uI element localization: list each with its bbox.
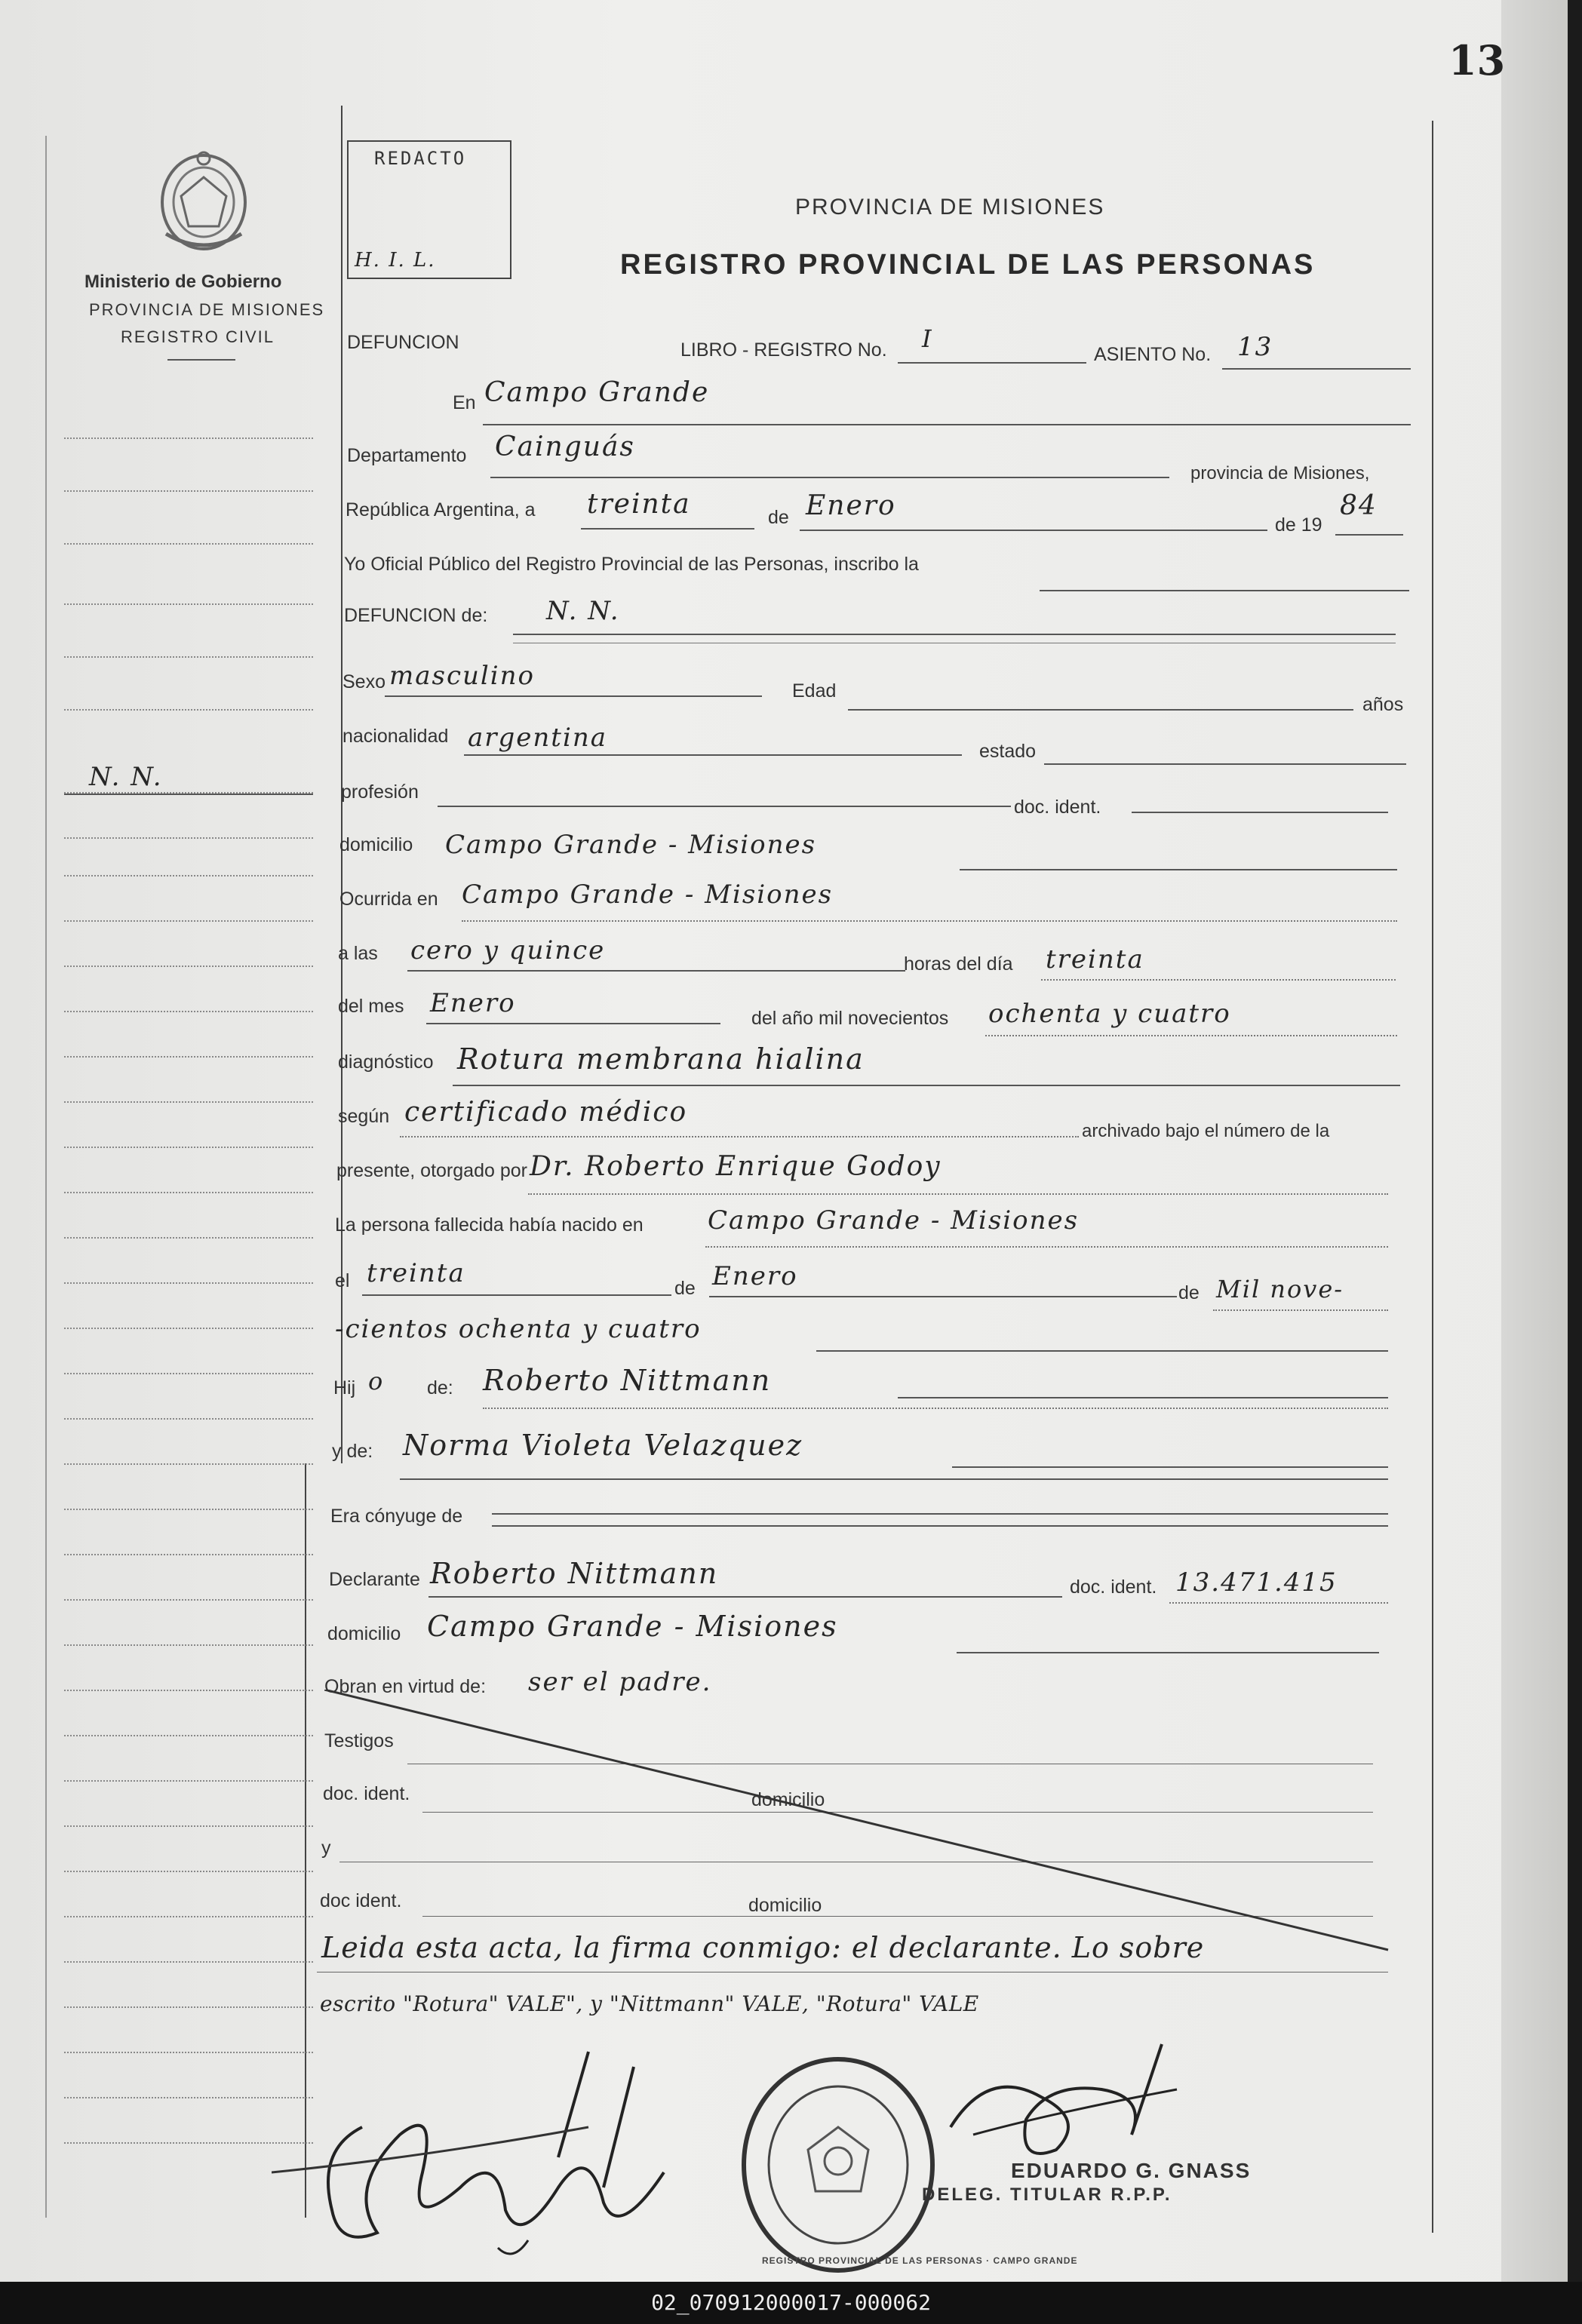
t2-doc-label: doc ident.	[320, 1890, 402, 1911]
estado-line	[1044, 763, 1406, 765]
margin-line	[64, 1011, 313, 1012]
margin-line	[64, 656, 313, 658]
horas-line	[407, 970, 905, 972]
edad-line	[848, 709, 1353, 711]
margin-line	[64, 875, 313, 876]
margin-line	[64, 1373, 313, 1374]
segun-value: certificado médico	[404, 1097, 688, 1128]
padre-line	[898, 1397, 1388, 1398]
el-label: el	[335, 1270, 350, 1291]
madre-value: Norma Violeta Velazquez	[403, 1429, 803, 1462]
anio-line	[1335, 534, 1403, 536]
coat-of-arms-icon	[151, 143, 256, 256]
horas-value: cero y quince	[410, 935, 606, 966]
conyuge-line-2	[492, 1525, 1388, 1527]
margin-note: N. N.	[89, 762, 163, 792]
nacido-label: La persona fallecida había nacido en	[335, 1214, 644, 1236]
nac-anio-line	[1213, 1309, 1388, 1311]
ministry-underline	[167, 359, 235, 361]
sexo-value: masculino	[389, 661, 536, 691]
margin-line	[64, 1192, 313, 1193]
dia2-line	[1041, 979, 1396, 981]
de-label: de	[768, 507, 789, 528]
declarante-value: Roberto Nittmann	[430, 1557, 719, 1590]
decl-dom-line	[957, 1652, 1379, 1653]
en-value: Campo Grande	[484, 377, 710, 408]
diagnostico-label: diagnóstico	[338, 1051, 434, 1073]
diagnostico-value: Rotura membrana hialina	[457, 1042, 865, 1076]
conyuge-label: Era cónyuge de	[330, 1506, 463, 1527]
en-line	[483, 424, 1411, 425]
margin-line	[64, 1871, 313, 1872]
doc-ident-label: doc. ident.	[1014, 797, 1101, 818]
estado-label: estado	[979, 741, 1037, 762]
conyuge-line	[492, 1513, 1388, 1515]
record-type-label: DEFUNCION	[347, 332, 459, 353]
hijo-label: Hij	[333, 1377, 356, 1398]
en-label: En	[453, 392, 476, 413]
yde-label: y de:	[332, 1441, 373, 1462]
margin-line	[64, 1237, 313, 1239]
testigos-label: Testigos	[324, 1730, 394, 1751]
page-number: 13	[1448, 36, 1506, 84]
defuncion-de-value: N. N.	[546, 596, 620, 626]
margin-line	[64, 920, 313, 922]
diagnostico-line	[453, 1085, 1400, 1086]
padre-value: Roberto Nittmann	[483, 1364, 772, 1397]
hijo-de-label: de:	[427, 1377, 453, 1398]
domicilio-value: Campo Grande - Misiones	[445, 830, 817, 860]
declarante-line	[429, 1596, 1062, 1598]
anio2-line	[985, 1035, 1397, 1036]
departamento-line	[490, 477, 1169, 478]
decl-dom-label: domicilio	[327, 1623, 401, 1644]
margin-line	[64, 1509, 313, 1510]
nac-anio-cont: -cientos ochenta y cuatro	[335, 1314, 702, 1344]
margin-line	[64, 437, 313, 439]
signatory-title: DELEG. TITULAR R.P.P.	[922, 2184, 1172, 2205]
defuncion-de-line	[513, 634, 1396, 635]
presente-value: Dr. Roberto Enrique Godoy	[530, 1151, 942, 1182]
cancel-diagonal	[324, 1690, 1396, 1961]
dia2-value: treinta	[1046, 944, 1144, 975]
signature-left-icon	[272, 2037, 754, 2278]
decl-doc-value: 13.471.415	[1175, 1567, 1338, 1598]
profesion-label: profesión	[341, 781, 419, 803]
seal-text: REGISTRO PROVINCIAL DE LAS PERSONAS · CAMPO GRANDE	[762, 2255, 1078, 2266]
republica-label: República Argentina, a	[346, 499, 536, 520]
hijo-suffix: o	[368, 1367, 385, 1395]
margin-line	[64, 1961, 313, 1963]
asiento-line	[1222, 368, 1411, 370]
nacido-line	[705, 1246, 1388, 1248]
asiento-label: ASIENTO No.	[1094, 344, 1212, 365]
ministry-dept: REGISTRO CIVIL	[121, 327, 275, 346]
ministry-province: PROVINCIA DE MISIONES	[89, 300, 325, 319]
margin-line	[64, 1735, 313, 1736]
margin-line	[64, 490, 313, 492]
obran-label: Obran en virtud de:	[324, 1676, 487, 1697]
nacionalidad-label: nacionalidad	[343, 726, 449, 747]
t2-dom-label: domicilio	[748, 1895, 822, 1916]
ocurrida-label: Ocurrida en	[339, 889, 438, 910]
domicilio-line	[960, 869, 1397, 870]
decl-dom-value: Campo Grande - Misiones	[427, 1610, 838, 1643]
oficial-text: Yo Oficial Público del Registro Provincial de las Personas, inscribo la	[344, 554, 919, 575]
nacionalidad-line	[464, 754, 962, 756]
margin-left-rule	[45, 136, 47, 2218]
margin-line	[64, 709, 313, 711]
nac-dia-value: treinta	[367, 1258, 465, 1288]
anio2-label: del año mil novecientos	[751, 1008, 949, 1029]
nacido-value: Campo Grande - Misiones	[708, 1205, 1080, 1236]
alas-label: a las	[338, 943, 378, 964]
ministry-name: Ministerio de Gobierno	[84, 272, 282, 292]
margin-line	[64, 1780, 313, 1782]
departamento-label: Departamento	[347, 445, 467, 466]
madre-line-2	[400, 1478, 1388, 1480]
oficial-line	[1040, 590, 1409, 591]
margin-line	[64, 2006, 313, 2008]
margin-line	[64, 1690, 313, 1691]
provincia-label: provincia de Misiones,	[1190, 463, 1370, 484]
anio2-value: ochenta y cuatro	[988, 999, 1231, 1029]
official-seal-icon	[736, 2052, 940, 2278]
nac-mes-value: Enero	[712, 1261, 798, 1291]
sexo-line	[385, 695, 762, 697]
header-province: PROVINCIA DE MISIONES	[795, 195, 1105, 220]
margin-line	[64, 1554, 313, 1555]
doc-ident-line	[1132, 812, 1388, 813]
edad-label: Edad	[792, 680, 837, 701]
nac-dia-line	[362, 1294, 671, 1296]
margin-line	[64, 1056, 313, 1058]
margin-line	[64, 1599, 313, 1601]
mes-line	[800, 530, 1267, 531]
nac-anio-cont-line	[816, 1350, 1388, 1352]
margin-line	[64, 603, 313, 605]
profesion-line	[438, 806, 1011, 807]
anios-label: años	[1362, 694, 1404, 715]
margin-line	[64, 1147, 313, 1148]
margin-line	[64, 1463, 313, 1465]
page-edge	[1501, 0, 1568, 2282]
mes-value: Enero	[806, 490, 896, 521]
segun-label: según	[338, 1106, 390, 1127]
form-right-rule	[1432, 121, 1433, 2233]
margin-line	[64, 1101, 313, 1103]
margin-line	[64, 543, 313, 545]
t-dom-label: domicilio	[751, 1789, 825, 1810]
domicilio-label: domicilio	[339, 834, 413, 855]
footer-id: 02_070912000017-000062	[0, 2282, 1582, 2324]
y-label: y	[321, 1837, 331, 1859]
archivado-label: archivado bajo el número de la	[1082, 1121, 1330, 1141]
mes2-line	[426, 1023, 720, 1024]
obran-value: ser el padre.	[528, 1667, 712, 1697]
redacto-initials: H. I. L.	[355, 249, 436, 272]
nac-anio-value: Mil nove-	[1216, 1275, 1344, 1303]
margin-line	[64, 837, 313, 839]
departamento-value: Cainguás	[495, 431, 635, 462]
dia-line	[581, 528, 754, 530]
asiento-value: 13	[1237, 332, 1273, 362]
delmes-label: del mes	[338, 996, 404, 1017]
margin-line	[64, 966, 313, 967]
decl-doc-label: doc. ident.	[1070, 1576, 1157, 1598]
nacionalidad-value: argentina	[468, 723, 608, 753]
margin-line	[64, 1282, 313, 1284]
signature-right-icon	[905, 2037, 1222, 2172]
ocurrida-value: Campo Grande - Misiones	[462, 880, 834, 910]
padre-line-2	[483, 1408, 1388, 1409]
margin-line	[64, 1644, 313, 1646]
mes2-value: Enero	[430, 988, 516, 1018]
libro-value: I	[922, 324, 933, 353]
nac-de2-label: de	[1178, 1282, 1200, 1303]
header-registry: REGISTRO PROVINCIAL DE LAS PERSONAS	[620, 249, 1316, 281]
margin-note-underline	[64, 794, 313, 795]
closing-line-2: escrito "Rotura" VALE", y "Nittmann" VALE, "Rotura" VALE	[320, 1991, 979, 2016]
anio-value: 84	[1340, 490, 1378, 521]
ocurrida-line	[462, 920, 1397, 922]
margin-line	[64, 1418, 313, 1420]
declarante-label: Declarante	[329, 1569, 420, 1590]
presente-line	[528, 1193, 1388, 1195]
sexo-label: Sexo	[343, 671, 386, 692]
segun-line	[400, 1136, 1079, 1137]
t-doc-label: doc. ident.	[323, 1783, 410, 1804]
margin-line	[64, 1328, 313, 1329]
signatory-name: EDUARDO G. GNASS	[1011, 2159, 1252, 2182]
margin-line	[64, 1825, 313, 1827]
defuncion-de-label: DEFUNCION de:	[344, 605, 488, 626]
closing-line-1: Leida esta acta, la firma conmigo: el declarante. Lo sobre	[321, 1931, 1205, 1964]
nac-de-label: de	[674, 1278, 696, 1299]
libro-label: LIBRO - REGISTRO No.	[680, 339, 887, 361]
madre-line	[952, 1466, 1388, 1468]
margin-line	[64, 1916, 313, 1917]
decl-doc-line	[1169, 1602, 1388, 1604]
libro-line	[898, 362, 1086, 364]
horas-label: horas del día	[904, 953, 1013, 975]
anio-label: de 19	[1275, 514, 1322, 536]
presente-label: presente, otorgado por	[336, 1160, 527, 1181]
dia-value: treinta	[587, 489, 691, 520]
redacto-label: REDACTO	[374, 148, 467, 169]
nac-mes-line	[709, 1296, 1177, 1297]
